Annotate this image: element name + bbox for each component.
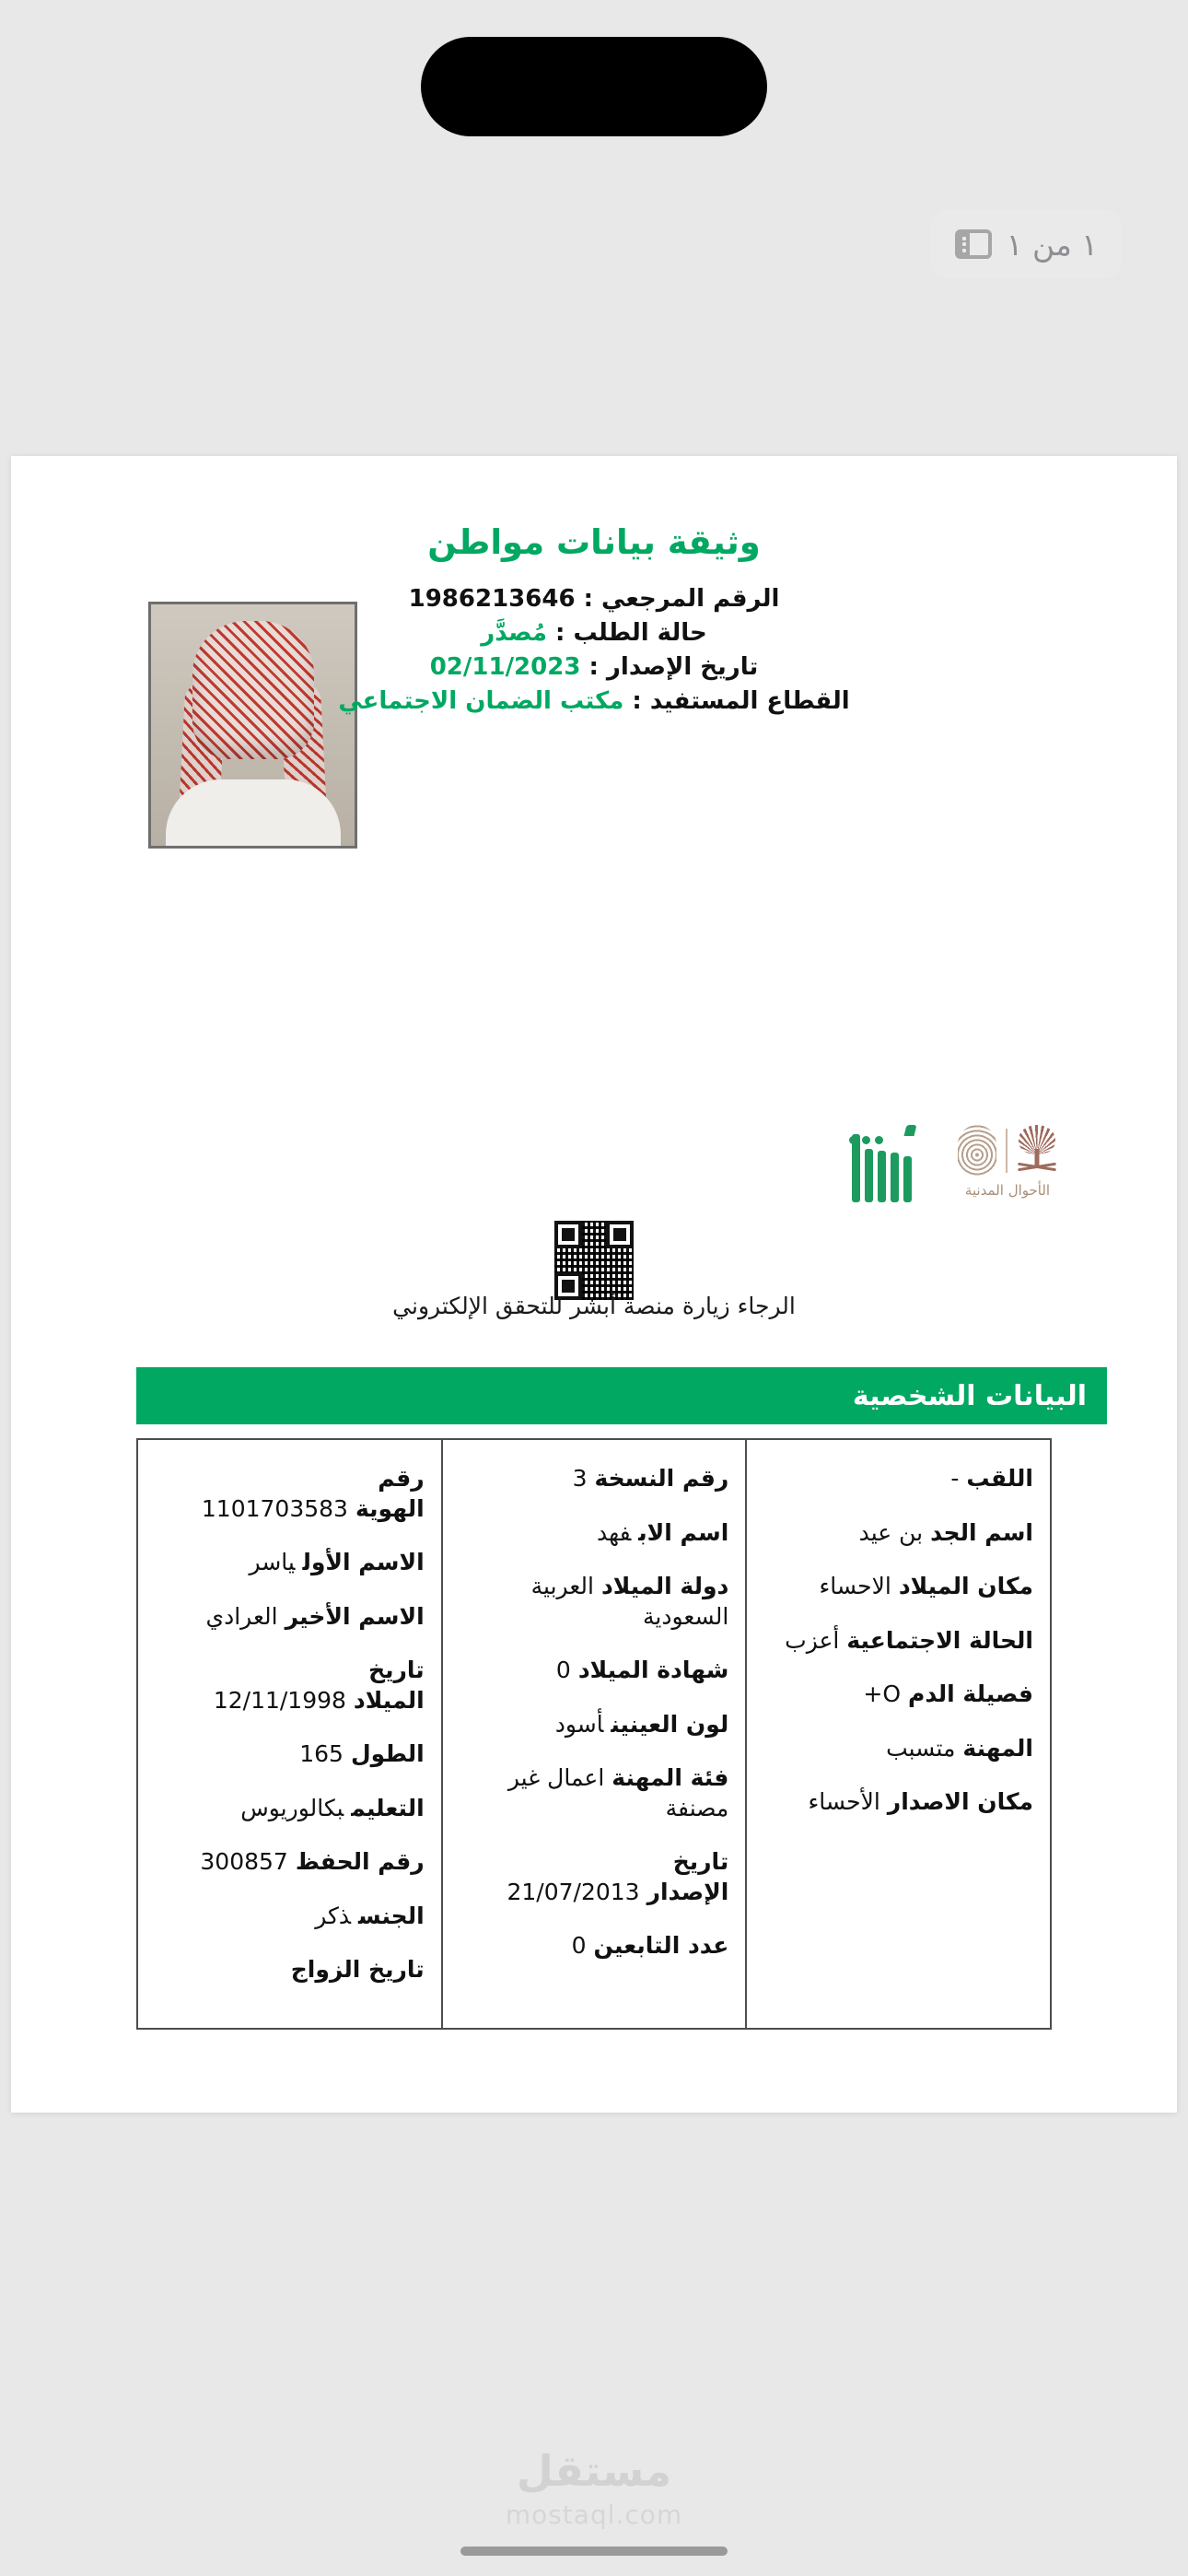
data-field: [155, 1847, 425, 1878]
watermark: [0, 2446, 1188, 2530]
page-indicator-label: ١ من ١: [1006, 226, 1098, 263]
data-field-value: 1101703583: [201, 1494, 348, 1522]
data-field-label: تاريخ الإصدار: [646, 1848, 729, 1905]
data-field-value: 0: [555, 1657, 571, 1683]
verify-note: الرجاء زيارة منصة أبشر للتحقق الإلكتروني: [392, 1293, 796, 1319]
absher-dots: [849, 1136, 883, 1144]
logo-divider: [1006, 1129, 1007, 1173]
data-field-label: المهنة: [962, 1734, 1033, 1762]
qr-code-wrapper: [11, 1221, 1177, 1300]
data-field-label: الحالة الاجتماعية: [846, 1626, 1033, 1654]
section-header-personal-data: [136, 1367, 1107, 1424]
data-field-label: الاسم الأخير: [285, 1602, 425, 1630]
pages-icon-sheet: [970, 233, 988, 255]
data-field-value: الاحساء: [819, 1573, 891, 1599]
data-field: [460, 1464, 729, 1494]
meta-issue-date: [309, 650, 879, 685]
data-field: [460, 1518, 729, 1549]
watermark-arabic: مستقل: [516, 2446, 672, 2496]
dynamic-island: [421, 37, 767, 136]
data-field-value: 0: [571, 1932, 587, 1959]
data-field: [460, 1710, 729, 1740]
data-field-value: O+: [863, 1680, 901, 1707]
meta-status: [309, 616, 879, 650]
civil-affairs-emblems: [958, 1125, 1057, 1177]
data-field: [155, 1955, 425, 1985]
data-field-label: اسم الاب: [638, 1518, 729, 1546]
document-meta: [309, 582, 879, 719]
data-field-label: رقم الهوية: [355, 1465, 425, 1522]
meta-beneficiary: [309, 685, 879, 719]
data-field-value: -: [950, 1465, 960, 1492]
page-title: وثيقة بيانات مواطن: [427, 522, 761, 562]
data-field-value: بكالوريوس: [240, 1794, 344, 1821]
data-field: [763, 1626, 1033, 1657]
data-field-value: ذكر: [315, 1902, 352, 1929]
qr-eye-top-right: [606, 1221, 634, 1248]
data-field-value: ياسر: [249, 1549, 296, 1575]
data-field: [763, 1572, 1033, 1602]
section-header-label: البيانات الشخصية: [852, 1379, 1087, 1412]
data-field-label: شهادة الميلاد: [577, 1657, 729, 1683]
logo-row: [845, 1121, 1057, 1202]
civil-affairs-logo: [958, 1125, 1057, 1199]
data-field-value: العرادي: [205, 1602, 278, 1630]
page-indicator[interactable]: [931, 210, 1122, 278]
data-field: [763, 1518, 1033, 1549]
data-field-label: رقم النسخة: [594, 1465, 729, 1492]
absher-bar: [878, 1151, 886, 1202]
data-field-label: رقم الحفظ: [295, 1848, 425, 1875]
data-field: [155, 1548, 425, 1578]
data-field-value: 3: [572, 1465, 588, 1492]
civil-affairs-caption: الأحوال المدنية: [964, 1182, 1051, 1199]
absher-bar: [852, 1134, 860, 1202]
meta-issue-date-label: تاريخ الإصدار :: [588, 652, 759, 681]
data-field: [155, 1902, 425, 1932]
data-field: [460, 1656, 729, 1686]
data-field-label: اللقب: [966, 1465, 1033, 1492]
watermark-latin: mostaql.com: [505, 2500, 683, 2530]
data-field-value: 12/11/1998: [213, 1686, 346, 1714]
data-field: [763, 1787, 1033, 1818]
data-field-label: مكان الميلاد: [898, 1573, 1033, 1599]
absher-bar: [903, 1156, 912, 1202]
data-field: [460, 1847, 729, 1907]
document-header-text: [11, 456, 1177, 719]
data-field-value: الأحساء: [808, 1788, 880, 1815]
data-field: [155, 1739, 425, 1770]
meta-reference-label: الرقم المرجعي :: [583, 585, 780, 613]
document-page: [11, 456, 1177, 2113]
absher-hamza: [904, 1125, 917, 1136]
pages-icon: [955, 229, 992, 259]
meta-status-value: مُصدَّر: [481, 618, 547, 647]
personal-data-table: [136, 1438, 1052, 2030]
data-field-label: لون العينين: [611, 1710, 729, 1738]
pages-icon-strip: [959, 233, 970, 255]
meta-reference: [309, 582, 879, 616]
meta-beneficiary-value: مكتب الضمان الاجتماعي: [338, 686, 624, 715]
meta-issue-date-value: 02/11/2023: [429, 652, 581, 681]
data-field-label: فئة المهنة: [611, 1764, 729, 1791]
home-indicator[interactable]: [460, 2547, 728, 2556]
data-field: [460, 1572, 729, 1632]
data-field-label: مكان الاصدار: [887, 1788, 1033, 1815]
data-field-value: اعمال غير مصنفة: [507, 1764, 729, 1821]
data-field: [763, 1464, 1033, 1494]
data-field-label: الاسم الأول: [302, 1549, 425, 1575]
data-field-value: 21/07/2013: [507, 1878, 640, 1905]
data-field-label: التعليم: [351, 1794, 425, 1821]
data-field-label: تاريخ الميلاد: [353, 1657, 425, 1714]
data-column-left: [747, 1440, 1050, 2028]
meta-status-label: حالة الطلب :: [555, 618, 707, 647]
absher-bar: [865, 1149, 873, 1202]
data-field-value: 165: [299, 1740, 344, 1767]
meta-beneficiary-label: القطاع المستفيد :: [632, 686, 850, 715]
qr-eye-top-left: [554, 1221, 582, 1248]
data-field: [155, 1602, 425, 1633]
data-column-right: [138, 1440, 441, 2028]
qr-code: [554, 1221, 634, 1300]
data-field: [155, 1794, 425, 1824]
data-field-label: الطول: [350, 1740, 425, 1767]
meta-reference-value: 1986213646: [408, 585, 576, 613]
data-field-label: دولة الميلاد: [600, 1573, 729, 1599]
data-field-value: أعزب: [785, 1626, 840, 1654]
data-field: [460, 1763, 729, 1823]
fingerprint-icon: [958, 1125, 996, 1177]
document-header: [11, 456, 1177, 1199]
data-field-label: تاريخ الزواج: [290, 1956, 425, 1983]
data-field-value: بن عيد: [858, 1518, 924, 1546]
absher-bar: [891, 1153, 899, 1202]
data-field-value: العربية السعودية: [530, 1573, 729, 1630]
data-field: [763, 1734, 1033, 1764]
data-field-value: متسبب: [886, 1734, 956, 1762]
data-field: [155, 1464, 425, 1524]
data-field-label: اسم الجد: [930, 1518, 1033, 1546]
data-field: [155, 1656, 425, 1715]
data-field-label: فصيلة الدم: [908, 1680, 1033, 1707]
absher-logo: [845, 1121, 917, 1202]
palm-swords-icon: [1017, 1125, 1057, 1177]
data-field-value: أسود: [554, 1710, 604, 1738]
data-field-label: عدد التابعين: [593, 1932, 729, 1959]
data-field-value: 300857: [200, 1848, 288, 1875]
data-column-middle: [441, 1440, 748, 2028]
thobe: [166, 779, 341, 846]
data-field-label: الجنس: [358, 1902, 425, 1929]
data-field: [763, 1680, 1033, 1710]
data-field: [460, 1931, 729, 1961]
data-field-value: فهد: [596, 1518, 632, 1546]
